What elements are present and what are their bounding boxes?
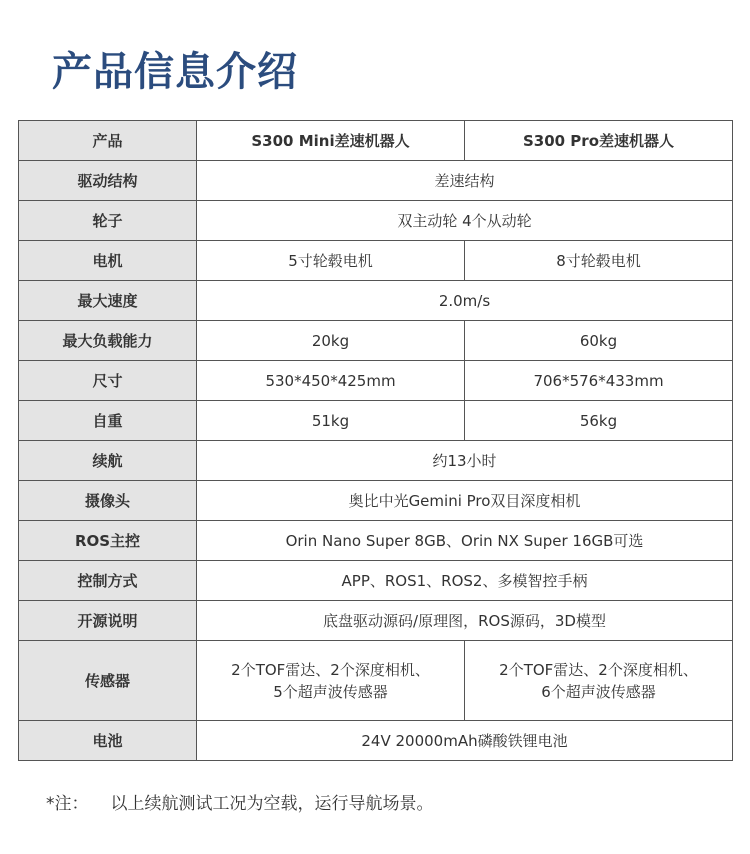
- row-label: 轮子: [19, 201, 197, 241]
- sensor-line-2: 6个超声波传感器: [541, 682, 656, 701]
- footnote-prefix: *注：: [46, 794, 89, 814]
- table-row-open-source: [19, 601, 733, 641]
- header-label: 产品: [19, 121, 197, 161]
- table-row-ros-controller: [19, 521, 733, 561]
- row-value: Orin Nano Super 8GB、Orin NX Super 16GB可选: [197, 521, 733, 561]
- row-value-pro: 56kg: [465, 401, 733, 441]
- table-row-weight: [19, 401, 733, 441]
- table-row-wheels: [19, 201, 733, 241]
- row-value-pro: 706*576*433mm: [465, 361, 733, 401]
- table-row-sensors: [19, 641, 733, 721]
- row-label: 尺寸: [19, 361, 197, 401]
- row-value-mini: 20kg: [197, 321, 465, 361]
- row-label: 摄像头: [19, 481, 197, 521]
- table-row-size: [19, 361, 733, 401]
- row-label: 最大负载能力: [19, 321, 197, 361]
- sensor-line-1: 2个TOF雷达、2个深度相机、: [231, 660, 430, 679]
- row-value: 底盘驱动源码/原理图，ROS源码，3D模型: [197, 601, 733, 641]
- header-model-mini: S300 Mini差速机器人: [197, 121, 465, 161]
- row-value: 差速结构: [197, 161, 733, 201]
- table-row-motor: [19, 241, 733, 281]
- row-value: 2.0m/s: [197, 281, 733, 321]
- row-value-mini: 5寸轮毂电机: [197, 241, 465, 281]
- row-label: 传感器: [19, 641, 197, 721]
- row-value: 24V 20000mAh磷酸铁锂电池: [197, 721, 733, 761]
- page-title: 产品信息介绍: [52, 49, 298, 95]
- row-value-mini: [197, 641, 465, 721]
- row-value-pro: 8寸轮毂电机: [465, 241, 733, 281]
- row-value: 奥比中光Gemini Pro双目深度相机: [197, 481, 733, 521]
- row-value-pro: [465, 641, 733, 721]
- sensor-line-1: 2个TOF雷达、2个深度相机、: [499, 660, 698, 679]
- sensor-line-2: 5个超声波传感器: [273, 682, 388, 701]
- footnote: [46, 789, 434, 814]
- table-row-battery: [19, 721, 733, 761]
- row-value-mini: 51kg: [197, 401, 465, 441]
- table-row-camera: [19, 481, 733, 521]
- header-model-pro: S300 Pro差速机器人: [465, 121, 733, 161]
- row-value: 约13小时: [197, 441, 733, 481]
- row-label: 控制方式: [19, 561, 197, 601]
- row-label: 驱动结构: [19, 161, 197, 201]
- row-value-pro: 60kg: [465, 321, 733, 361]
- row-label: 电机: [19, 241, 197, 281]
- row-label: ROS主控: [19, 521, 197, 561]
- row-label: 续航: [19, 441, 197, 481]
- row-label: 自重: [19, 401, 197, 441]
- row-label: 最大速度: [19, 281, 197, 321]
- table-row-endurance: [19, 441, 733, 481]
- footnote-text: 以上续航测试工况为空载，运行导航场景。: [110, 794, 434, 814]
- table-row-max-speed: [19, 281, 733, 321]
- row-label: 电池: [19, 721, 197, 761]
- table-row-control-mode: [19, 561, 733, 601]
- row-value-mini: 530*450*425mm: [197, 361, 465, 401]
- row-value: APP、ROS1、ROS2、多模智控手柄: [197, 561, 733, 601]
- table-row-max-load: [19, 321, 733, 361]
- row-label: 开源说明: [19, 601, 197, 641]
- table-header-row: [19, 121, 733, 161]
- row-value: 双主动轮 4个从动轮: [197, 201, 733, 241]
- table-row-drive: [19, 161, 733, 201]
- spec-table: [18, 120, 733, 761]
